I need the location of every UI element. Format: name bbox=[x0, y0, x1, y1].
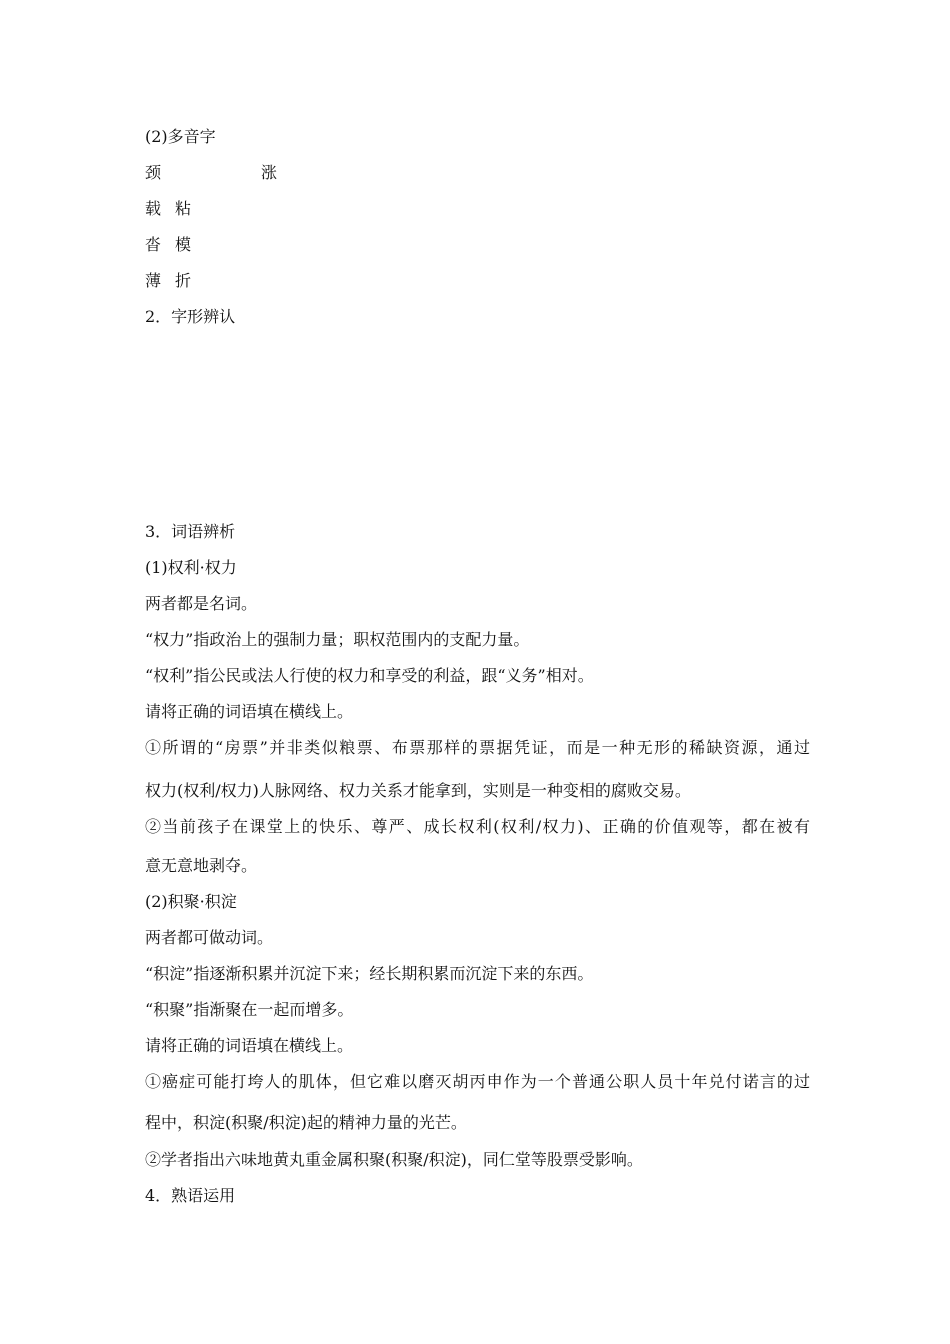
polyphone-row bbox=[145, 235, 191, 255]
example-sentence-continued: 意无意地剥夺。 bbox=[145, 856, 258, 875]
explanation-line: “权力”指政治上的强制力量；职权范围内的支配力量。 bbox=[145, 630, 530, 649]
example-sentence: ①癌症可能打垮人的肌体，但它难以磨灭胡丙申作为一个普通公职人员十年兑付诺言的过 bbox=[145, 1072, 810, 1091]
polyphone-heading: (2)多音字 bbox=[145, 127, 216, 146]
example-sentence-continued: 权力(权利/权力)人脉网络、权力关系才能拿到，实则是一种变相的腐败交易。 bbox=[145, 781, 691, 800]
polyphone-char: 沓 bbox=[145, 235, 162, 254]
section-heading-idiom-usage: 4．熟语运用 bbox=[145, 1186, 236, 1205]
instruction-line: 请将正确的词语填在横线上。 bbox=[145, 702, 354, 721]
polyphone-char: 模 bbox=[175, 235, 192, 254]
explanation-line: “权利”指公民或法人行使的权力和享受的利益，跟“义务”相对。 bbox=[145, 666, 594, 685]
polyphone-row bbox=[145, 199, 191, 219]
explanation-line: “积聚”指渐聚在一起而增多。 bbox=[145, 1000, 354, 1019]
word-pair-heading: (1)权利·权力 bbox=[145, 558, 237, 577]
polyphone-char: 折 bbox=[175, 271, 192, 290]
section-heading-glyph-recognition: 2．字形辨认 bbox=[145, 307, 236, 326]
instruction-line: 请将正确的词语填在横线上。 bbox=[145, 1036, 354, 1055]
polyphone-row bbox=[145, 271, 191, 291]
explanation-line: 两者都是名词。 bbox=[145, 594, 258, 613]
polyphone-char: 涨 bbox=[261, 163, 278, 182]
polyphone-char: 载 bbox=[145, 199, 162, 218]
example-sentence: ②学者指出六味地黄丸重金属积聚(积聚/积淀)，同仁堂等股票受影响。 bbox=[145, 1150, 643, 1169]
polyphone-char: 薄 bbox=[145, 271, 162, 290]
polyphone-row bbox=[145, 163, 277, 183]
explanation-line: 两者都可做动词。 bbox=[145, 928, 274, 947]
section-heading-word-discrimination: 3．词语辨析 bbox=[145, 522, 236, 541]
polyphone-char: 颈 bbox=[145, 163, 162, 182]
example-sentence-continued: 程中，积淀(积聚/积淀)起的精神力量的光芒。 bbox=[145, 1113, 467, 1132]
polyphone-char: 粘 bbox=[175, 199, 192, 218]
word-pair-heading: (2)积聚·积淀 bbox=[145, 892, 237, 911]
explanation-line: “积淀”指逐渐积累并沉淀下来；经长期积累而沉淀下来的东西。 bbox=[145, 964, 594, 983]
example-sentence: ②当前孩子在课堂上的快乐、尊严、成长权利(权利/权力)、正确的价值观等，都在被有 bbox=[145, 817, 810, 836]
example-sentence: ①所谓的“房票”并非类似粮票、布票那样的票据凭证，而是一种无形的稀缺资源，通过 bbox=[145, 738, 810, 757]
